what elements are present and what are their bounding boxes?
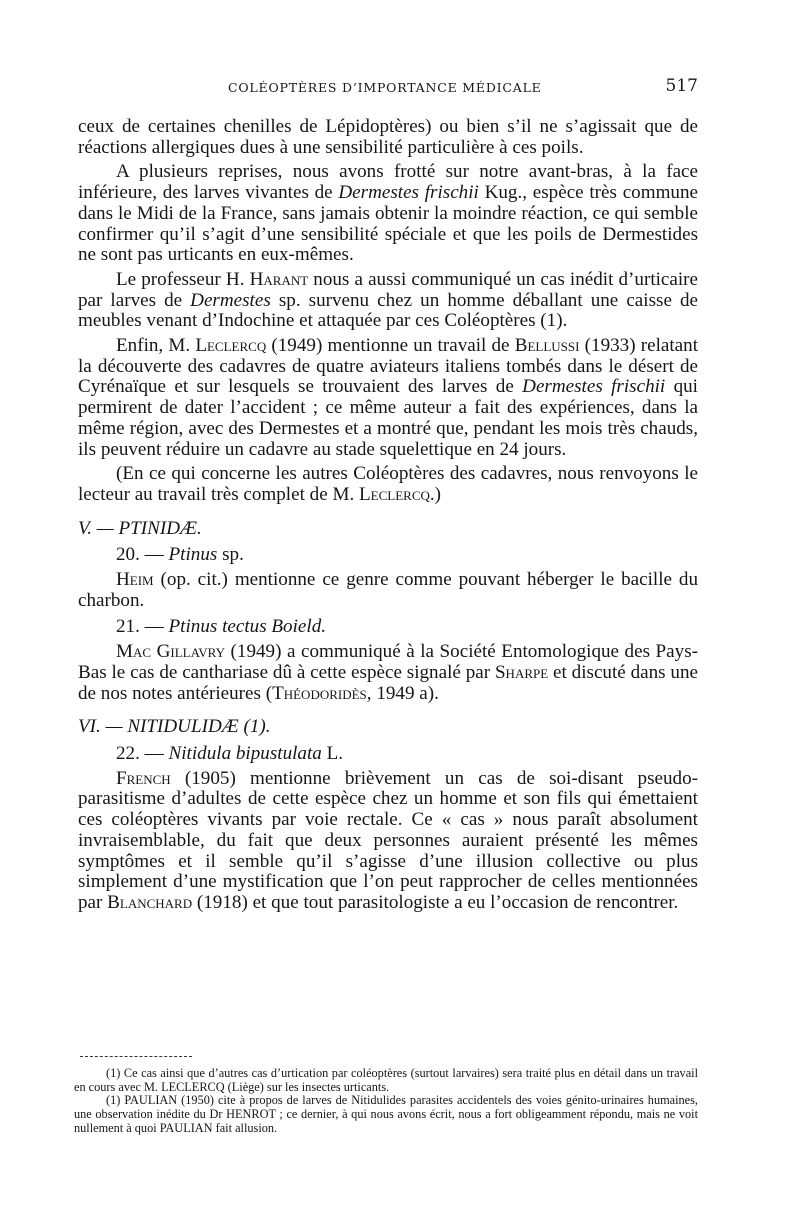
footnote-divider [80, 1056, 192, 1057]
species-name: Dermestes frischii [338, 182, 479, 204]
text-run: L. [321, 742, 344, 764]
text-run: (op. cit.) mentionne ce genre comme pouvant héberger le bacille du charbon. [78, 569, 698, 611]
text-run: (1949) a communiqué à la Société Entomologique des Pays-Bas le cas de canthariase dû à cette espèce signalé par [78, 641, 698, 683]
page-number: 517 [665, 76, 698, 96]
running-head-title: COLÉOPTÈRES D’IMPORTANCE MÉDICALE [228, 80, 542, 95]
main-text [78, 117, 698, 914]
running-head [78, 78, 698, 98]
footnote-2: (1) PAULIAN (1950) cite à propos de larves de Nitidulides parasites accidentels des voies génito-urinaires humaines, une observation inédite du Dr HENROT ; ce dernier, à qui nous avons écrit, nous a fort obligeamment répondu, mais ne voit nullement à quoi PAULIAN fait allusion. [74, 1093, 698, 1135]
author-name: Blanchard [107, 891, 193, 913]
paragraph-cadavres [78, 464, 698, 505]
species-name: Nitidula bipustulata [168, 742, 322, 764]
paragraph-harant [78, 270, 698, 332]
text-run: (1933) relatant la découverte des cadavres de quatre aviateurs italiens tombés dans le désert de Cyrénaïque et sur lesquels se trouvaient des larves de [78, 335, 699, 398]
paragraph-dermestes-experiment [78, 162, 698, 266]
text-run: (En ce qui concerne les autres Coléoptères des cadavres, nous renvoyons le lecteur au travail très complet de M. [78, 463, 698, 505]
text-run: sp. [217, 544, 244, 566]
text-run: A plusieurs reprises, nous avons frotté sur notre avant-bras, à la face inférieure, des larves vivantes de [78, 161, 698, 204]
paragraph-heim [78, 570, 698, 611]
paragraph-leclercq [78, 336, 698, 460]
section-heading-ptinidae [78, 519, 698, 540]
author-name: Leclercq [195, 335, 267, 357]
entry-number: 20. — [116, 544, 169, 566]
text-run: Le professeur H. [116, 268, 250, 290]
entry-number: 22. — [116, 742, 169, 764]
text-run: (1949) mentionne un travail de [266, 335, 515, 357]
species-name: Dermestes [190, 289, 271, 311]
subheading-22 [78, 744, 698, 765]
text-run: .) [429, 483, 442, 505]
text-run: et discuté dans une de nos notes antérieures ( [78, 661, 698, 704]
author-name: Sharpe [494, 661, 549, 683]
author-name: Bellussi [514, 335, 580, 357]
text-run: , 1949 a). [366, 682, 439, 704]
author-name: Heim [116, 569, 154, 591]
text-run: nous a aussi communiqué un cas inédit d’urticaire par larves de [78, 268, 699, 311]
footnotes [74, 1067, 698, 1136]
species-name: Dermestes frischii [522, 376, 666, 398]
paragraph-continuation [78, 117, 698, 158]
text-run: (1905) mentionne brièvement un cas de soi-disant pseudo-parasitisme d’adultes de cette espèce chez un homme et son fils qui émettaient ces coléoptères vivants par voie rectale. Ce « cas » nous paraît absolument invraisemblable, du fait que deux personnes auraient présenté les mêmes symptômes et il semble qu’il s’agisse d’une illusion collective ou plus simplement d’une mystification que l’on peut rapprocher de celles mentionnées par [78, 767, 698, 913]
text-run: Kug., espèce très commune dans le Midi de la France, sans jamais obtenir la moindre réaction, ce qui semble confirmer qu’il s’agit d’une sensibilité spéciale et que les poils de Dermestides ne sont pas urticants en eux-mêmes. [78, 182, 698, 266]
footnote-1: (1) Ce cas ainsi que d’autres cas d’urtication par coléoptères (surtout larvaires) sera traité plus en détail dans un travail en cours avec M. LECLERCQ (Liège) sur les insectes urticants. [74, 1066, 698, 1094]
paragraph-text: ceux de certaines chenilles de Lépidoptères) ou bien s’il ne s’agissait que de réactions allergiques dues à une sensibilité particulière à ces poils. [78, 116, 698, 158]
species-name: Ptinus [168, 544, 218, 566]
text-run: (1918) et que tout parasitologiste a eu l’occasion de rencontrer. [192, 891, 679, 913]
species-name: Ptinus tectus Boield. [168, 616, 327, 638]
author-name: Théodoridès [272, 682, 367, 704]
text-run: sp. survenu chez un homme déballant une caisse de meubles venant d’Indochine et attaquée par ces Coléoptères (1). [78, 289, 698, 332]
text-run: qui permirent de dater l’accident ; ce même auteur a fait des expériences, dans la même région, avec des Dermestes et a montré que, pendant les mois très chauds, ils peuvent réduire un cadavre au stade squelettique en 24 jours. [78, 376, 698, 460]
subheading-21 [78, 617, 698, 638]
section-title: VI. — NITIDULIDÆ (1). [78, 716, 271, 738]
author-name: Harant [249, 268, 309, 290]
subheading-20 [78, 545, 698, 566]
paragraph-mac-gillavry [78, 642, 698, 704]
author-name: Mac Gillavry [116, 641, 226, 663]
text-run: Enfin, M. [116, 335, 196, 357]
section-heading-nitidulidae [78, 717, 698, 738]
author-name: Leclercq [359, 483, 430, 505]
author-name: French [116, 767, 171, 789]
section-title: V. — PTINIDÆ. [78, 517, 202, 539]
entry-number: 21. — [116, 616, 169, 638]
paragraph-french [78, 769, 698, 914]
